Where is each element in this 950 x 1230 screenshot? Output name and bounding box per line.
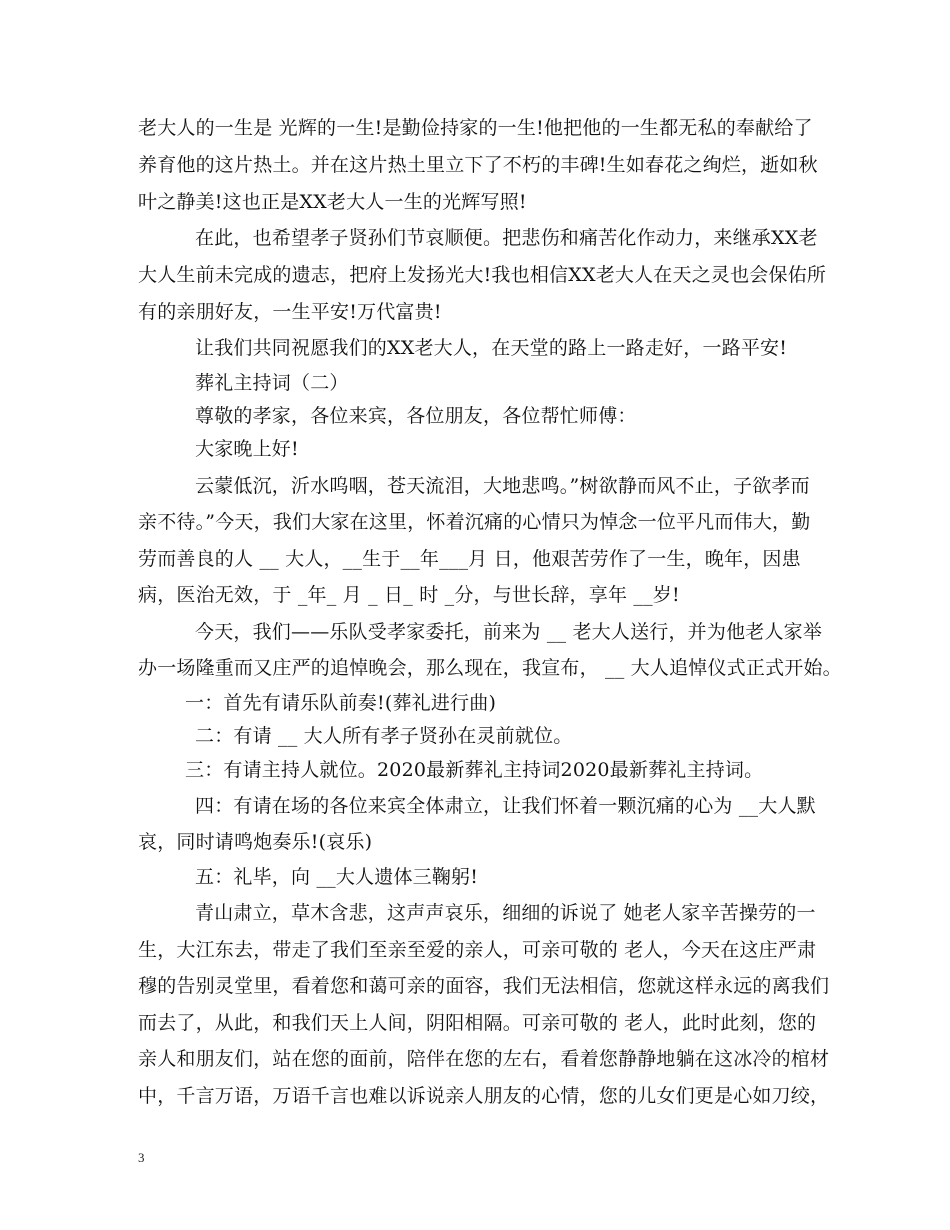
text-line: 尊敬的孝家，各位来宾，各位朋友，各位帮忙师傅：: [195, 405, 637, 427]
text-line: 亲人和朋友们，站在您的面前，陪伴在您的左右，看着您静静地躺在这冰冷的棺材: [138, 1048, 830, 1070]
text-line: 云蒙低沉，沂水呜咽，苍天流泪，大地悲鸣。”树欲静而风不止，子欲孝而: [195, 475, 810, 497]
text-line: 老大人的一生是 光辉的一生!是勤俭持家的一生!他把他的一生都无私的奉献给了: [138, 117, 813, 139]
text-line: 中，千言万语，万语千言也难以诉说亲人朋友的心情，您的儿女们更是心如刀绞，: [138, 1085, 830, 1107]
text-line: 有的亲朋好友，一生平安!万代富贵!: [138, 301, 442, 323]
text-line: 办一场隆重而又庄严的追悼晚会，那么现在，我宣布， __ 大人追悼仪式正式开始。: [138, 657, 842, 679]
page-number: 3: [138, 1150, 145, 1165]
list-item: 四：有请在场的各位来宾全体肃立，让我们怀着一颗沉痛的心为 __大人默: [195, 795, 816, 817]
list-item: 三：有请主持人就位。2020最新葬礼主持词2020最新葬礼主持词。: [185, 759, 764, 781]
section-heading: 葬礼主持词（二）: [195, 372, 349, 394]
text-line: 生，大江东去，带走了我们至亲至爱的亲人，可亲可敬的 老人，今天在这庄严肃: [138, 939, 817, 961]
text-line: 养育他的这片热土。并在这片热土里立下了不朽的丰碑!生如春花之绚烂，逝如秋: [138, 154, 818, 176]
text-line: 亲不待。”今天，我们大家在这里，怀着沉痛的心情只为悼念一位平凡而伟大，勤: [138, 511, 811, 533]
list-item: 五：礼毕，向 __大人遗体三鞠躬!: [195, 866, 479, 888]
text-line: 让我们共同祝愿我们的XX老大人，在天堂的路上一路走好，一路平安!: [195, 337, 788, 359]
text-line: 大家晚上好!: [195, 438, 299, 460]
text-line: 而去了，从此，和我们天上人间，阴阳相隔。可亲可敬的 老人，此时此刻，您的: [138, 1012, 817, 1034]
text-line: 穆的告别灵堂里，看着您和蔼可亲的面容，我们无法相信，您就这样永远的离我们: [138, 975, 830, 997]
text-line: 叶之静美!这也正是XX老大人一生的光辉写照!: [138, 191, 527, 213]
text-line: 今天，我们——乐队受孝家委托，前来为 __ 老大人送行，并为他老人家举: [195, 621, 823, 643]
text-line: 哀，同时请鸣炮奏乐!(哀乐): [138, 831, 373, 853]
list-item: 二：有请 __ 大人所有孝子贤孙在灵前就位。: [195, 725, 573, 747]
text-line: 大人生前未完成的遗志，把府上发扬光大!我也相信XX老大人在天之灵也会保佑所: [138, 264, 827, 286]
text-line: 青山肃立，草木含悲，这声声哀乐，细细的诉说了 她老人家辛苦操劳的一: [195, 902, 816, 924]
text-line: 劳而善良的人 __ 大人，__生于__年___月 日，他艰苦劳作了一生，晚年，因患: [138, 548, 801, 570]
text-line: 病，医治无效，于 _年_ 月 _ 日_ 时 _分，与世长辞，享年 __岁!: [138, 584, 680, 606]
list-item: 一：首先有请乐队前奏!(葬礼进行曲): [185, 692, 497, 714]
text-line: 在此，也希望孝子贤孙们节哀顺便。把悲伤和痛苦化作动力，来继承XX老: [195, 227, 818, 249]
